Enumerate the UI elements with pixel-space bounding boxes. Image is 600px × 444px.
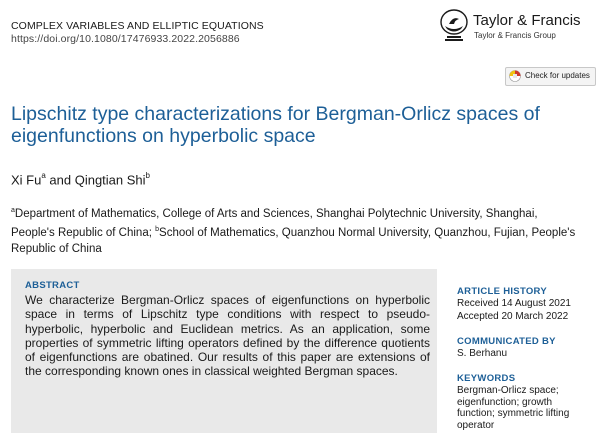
communicated-by <box>457 336 597 361</box>
author-name[interactable]: Qingtian Shi <box>74 172 146 188</box>
keywords-heading: KEYWORDS <box>457 373 516 384</box>
crossmark-icon <box>509 70 521 82</box>
received-date: Received 14 August 2021 <box>457 298 571 309</box>
affiliation-marker: a <box>11 207 15 214</box>
article-history <box>457 286 597 323</box>
affiliation-marker: b <box>155 226 160 234</box>
publisher-name: Taylor & Francis <box>473 12 581 29</box>
author-name[interactable]: Xi Fu <box>11 172 42 188</box>
affiliations <box>11 203 581 257</box>
article-title: Lipschitz type characterizations for Bergman-Orlicz spaces of eigenfunctions on hyperbolic space <box>11 103 540 147</box>
article-history-heading: ARTICLE HISTORY <box>457 286 548 297</box>
check-for-updates-label: Check for updates <box>525 71 590 80</box>
abstract-text: We characterize Bergman-Orlicz spaces of eigenfunctions on hyperbolic space in terms of Lipschitz type conditions with respect to pseudo-hyperbolic, hyperbolic and Euclidean metrics. As an application, some properties of symmetric lifting operators defined by the difference quotients of eigenfunctions are obatined. Our results of this paper are extensions of the corresponding known ones in classical weighted Bergman spaces. <box>25 293 430 379</box>
keyword-line: Bergman-Orlicz space; <box>457 385 559 396</box>
affiliation-a: Department of Mathematics, College of Arts and Sciences, Shanghai Polytechnic University, Shanghai, People's Republic of China; <box>11 207 538 240</box>
author-line <box>11 172 150 187</box>
keyword-line: eigenfunction; growth <box>457 396 553 408</box>
lamp-logo-icon <box>438 9 470 43</box>
abstract-heading: ABSTRACT <box>25 280 80 291</box>
keywords <box>457 373 597 431</box>
affiliation-marker: b <box>145 171 150 180</box>
editor-name: S. Berhanu <box>457 348 508 359</box>
affiliation-b: School of Mathematics, Quanzhou Normal University, Quanzhou, Fujian, People's Republic of China <box>11 227 576 255</box>
journal-header <box>11 20 264 46</box>
keyword-line: function; symmetric lifting <box>457 408 570 419</box>
affiliation-marker: a <box>41 171 46 180</box>
accepted-date: Accepted 20 March 2022 <box>457 310 569 322</box>
publisher-group: Taylor & Francis Group <box>474 31 556 40</box>
publisher-logo <box>438 9 596 45</box>
doi-link[interactable]: https://doi.org/10.1080/17476933.2022.2056886 <box>11 33 240 45</box>
author-joiner: and <box>45 172 75 188</box>
keyword-line: operator <box>457 419 495 431</box>
check-for-updates-button[interactable] <box>505 67 596 86</box>
communicated-by-heading: COMMUNICATED BY <box>457 336 556 347</box>
journal-name: COMPLEX VARIABLES AND ELLIPTIC EQUATIONS <box>11 20 264 32</box>
